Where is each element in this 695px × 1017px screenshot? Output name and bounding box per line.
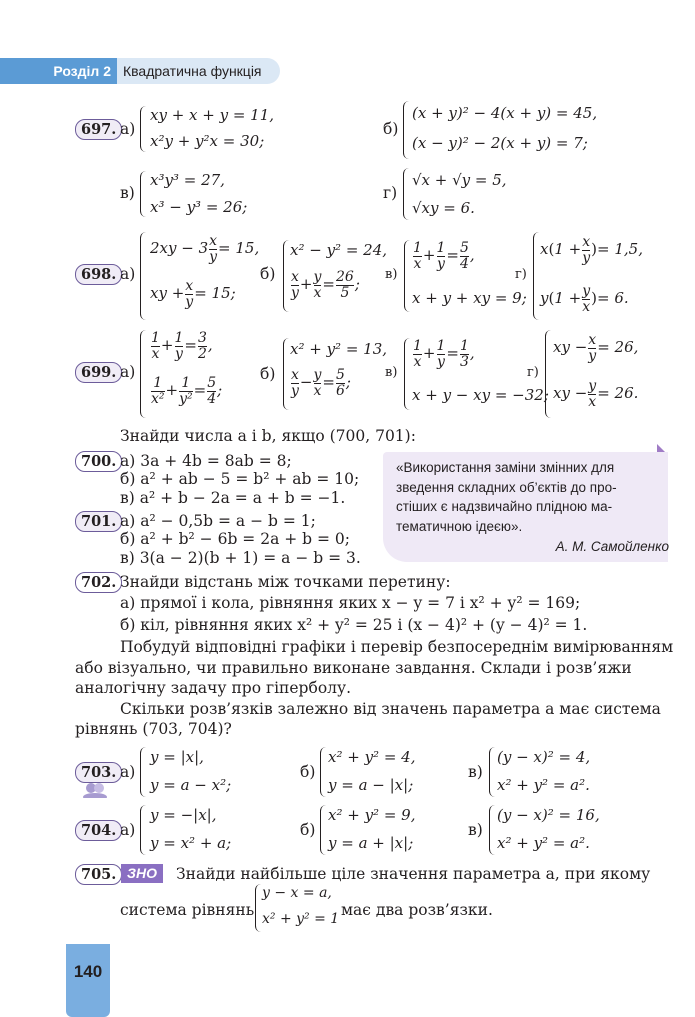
label-b: б) — [260, 265, 276, 283]
label-v: в) — [385, 267, 398, 282]
label-v: в) — [468, 763, 483, 781]
eq-701b: б) a² + b² − 6b = 2a + b = 0; — [120, 530, 350, 548]
problem-702-text: Знайди відстань між точками перетину: — [120, 573, 451, 591]
system-brace — [403, 168, 409, 220]
eq-700v: в) a² + b − 2a = a + b = −1. — [120, 489, 346, 507]
eq-699v-1: $\frac{1}{x}$ + $\frac{1}{y}$ = $\frac{1}{3}$ , — [413, 338, 475, 370]
section-header — [0, 58, 280, 84]
eq-697g-1: √x + √y = 5, — [412, 171, 507, 189]
system-brace — [404, 338, 410, 410]
system-brace — [140, 171, 146, 217]
group-work-icon — [82, 782, 108, 798]
label-v: в) — [468, 821, 483, 839]
problem-704-number: 704. — [75, 820, 122, 841]
system-brace — [140, 747, 146, 797]
label-a: а) — [120, 821, 136, 839]
system-brace — [140, 106, 146, 152]
note-702-line: Побудуй відповідні графіки і перевір безпосереднім вимірюванням — [120, 638, 674, 656]
system-brace — [489, 747, 495, 797]
eq-697v-1: x³y³ = 27, — [150, 171, 225, 189]
eq-698a-1: 2xy − 3 $\frac{x}{y}$ = 15, — [150, 233, 260, 265]
eq-704b-1: x² + y² = 9, — [328, 806, 416, 824]
label-v: в) — [385, 365, 398, 380]
system-brace — [489, 805, 495, 855]
intro-703-704-line: Скільки розв’язків залежно від значень параметра a має система — [120, 700, 661, 718]
system-brace — [140, 232, 146, 320]
system-brace — [320, 805, 326, 855]
label-g: г) — [515, 267, 527, 282]
intro-703-704-line: рівнянь (703, 704)? — [75, 720, 232, 738]
eq-699b-1: x² + y² = 13, — [290, 340, 388, 358]
problem-703-number: 703. — [75, 762, 122, 783]
eq-702b: б) кіл, рівняння яких x² + y² = 25 і (x − 4)² + (y − 4)² = 1. — [120, 616, 588, 634]
eq-701a: а) a² − 0,5b = a − b = 1; — [120, 512, 316, 530]
system-brace — [140, 805, 146, 855]
label-g: г) — [527, 365, 539, 380]
eq-698v-1: $\frac{1}{x}$ + $\frac{1}{y}$ = $\frac{5}{4}$ , — [413, 240, 475, 272]
problem-705-text2: система рівнянь — [120, 901, 255, 919]
eq-699a-2: $\frac{1}{\text{x²}}$ + $\frac{1}{\text{y²}}$ = $\frac{5}{4}$ ; — [151, 375, 223, 407]
eq-698g-1: x(1 + $\frac{x}{y}$ )= 1,5, — [540, 234, 643, 266]
note-702-line: або візуально, чи правильно виконане завдання. Склади і розв’яжи — [75, 659, 632, 677]
eq-697a-2: x²y + y²x = 30; — [150, 132, 265, 150]
system-brace — [320, 747, 326, 797]
eq-698v-2: x + y + xy = 9; — [412, 289, 527, 307]
eq-700a: а) 3a + 4b = 8ab = 8; — [120, 452, 292, 470]
problem-705-text: Знайди найбільше ціле значення параметра a, при якому — [176, 865, 651, 883]
eq-703b-2: y = a − |x|; — [328, 776, 414, 794]
label-b: б) — [383, 120, 399, 138]
note-702-line: аналогічну задачу про гіперболу. — [75, 679, 352, 697]
system-brace — [545, 330, 551, 418]
system-brace — [403, 101, 409, 159]
label-v: в) — [120, 184, 135, 202]
label-a: а) — [120, 763, 136, 781]
section-tag: Розділ 2 — [0, 58, 117, 84]
eq-699g-1: xy − $\frac{x}{y}$ = 26, — [553, 332, 639, 364]
problem-705-number: 705. — [75, 864, 122, 885]
problem-698-number: 698. — [75, 264, 122, 285]
eq-702a: а) прямої і кола, рівняння яких x − y = 7 і x² + y² = 169; — [120, 594, 581, 612]
eq-705-1: y − x = a, — [262, 885, 332, 901]
eq-701v: в) 3(a − 2)(b + 1) = a − b = 3. — [120, 549, 361, 567]
eq-699v-2: x + y − xy = −32; — [412, 386, 549, 404]
eq-703a-2: y = a − x²; — [150, 776, 232, 794]
eq-698a-2: xy + $\frac{x}{y}$ = 15; — [150, 278, 236, 310]
section-title: Квадратична функція — [117, 58, 280, 84]
eq-704a-1: y = −|x|, — [150, 806, 217, 824]
eq-697g-2: √xy = 6. — [412, 199, 475, 217]
quote-line: тематичною ідеєю». — [396, 518, 523, 534]
label-b: б) — [300, 763, 316, 781]
problem-705-text3: має два розв’язки. — [341, 901, 493, 919]
eq-699a-1: $\frac{1}{x}$ + $\frac{1}{y}$ = $\frac{3}{2}$ , — [151, 330, 213, 362]
eq-697v-2: x³ − y³ = 26; — [150, 198, 248, 216]
system-brace — [283, 338, 289, 410]
eq-703a-1: y = |x|, — [150, 748, 204, 766]
eq-698b-1: x² − y² = 24, — [290, 241, 388, 259]
system-brace — [533, 232, 539, 320]
label-a: а) — [120, 363, 136, 381]
eq-703v-1: (y − x)² = 4, — [497, 748, 591, 766]
quote-line: «Використання заміни змінних для — [396, 460, 615, 475]
eq-704v-1: (y − x)² = 16, — [497, 806, 600, 824]
system-brace — [140, 330, 146, 418]
system-brace — [283, 240, 289, 312]
page-number: 140 — [66, 944, 110, 1017]
intro-700-701: Знайди числа a і b, якщо (700, 701): — [120, 427, 416, 445]
eq-698b-2: $\frac{x}{y}$ + $\frac{y}{x}$ = $\frac{26}{5}$ ; — [291, 269, 360, 301]
problem-697-number: 697. — [75, 119, 122, 140]
label-b: б) — [260, 365, 276, 383]
label-a: а) — [120, 120, 136, 138]
problem-699-number: 699. — [75, 362, 122, 383]
eq-704v-2: x² + y² = a². — [497, 834, 590, 852]
zno-badge: ЗНО — [121, 864, 163, 883]
eq-705-2: x² + y² = 1 — [262, 911, 340, 927]
problem-702-number: 702. — [75, 572, 122, 593]
eq-703v-2: x² + y² = a². — [497, 776, 590, 794]
problem-701-number: 701. — [75, 511, 122, 532]
quote-author: А. М. Самойленко — [555, 539, 669, 554]
eq-704b-2: y = a + |x|; — [328, 834, 414, 852]
quote-line: стіших є надзвичайно плідною ма- — [396, 499, 613, 514]
eq-703b-1: x² + y² = 4, — [328, 748, 416, 766]
eq-699g-2: xy − $\frac{y}{x}$ = 26. — [553, 378, 639, 410]
eq-700b: б) a² + ab − 5 = b² + ab = 10; — [120, 470, 360, 488]
eq-697a-1: xy + x + y = 11, — [150, 106, 275, 124]
system-brace — [404, 240, 410, 312]
quote-line: зведення складних об’єктів до про- — [396, 479, 617, 495]
system-brace — [255, 884, 261, 932]
label-b: б) — [300, 821, 316, 839]
eq-697b-2: (x − y)² − 2(x + y) = 7; — [412, 134, 588, 152]
eq-704a-2: y = x² + a; — [150, 834, 232, 852]
eq-699b-2: $\frac{x}{y}$ − $\frac{y}{x}$ = $\frac{5}{6}$ ; — [291, 367, 351, 399]
label-g: г) — [383, 184, 398, 202]
label-a: а) — [120, 265, 136, 283]
problem-700-number: 700. — [75, 451, 122, 472]
eq-697b-1: (x + y)² − 4(x + y) = 45, — [412, 104, 598, 122]
eq-698g-2: y(1 + $\frac{y}{x}$ )= 6. — [540, 283, 629, 315]
